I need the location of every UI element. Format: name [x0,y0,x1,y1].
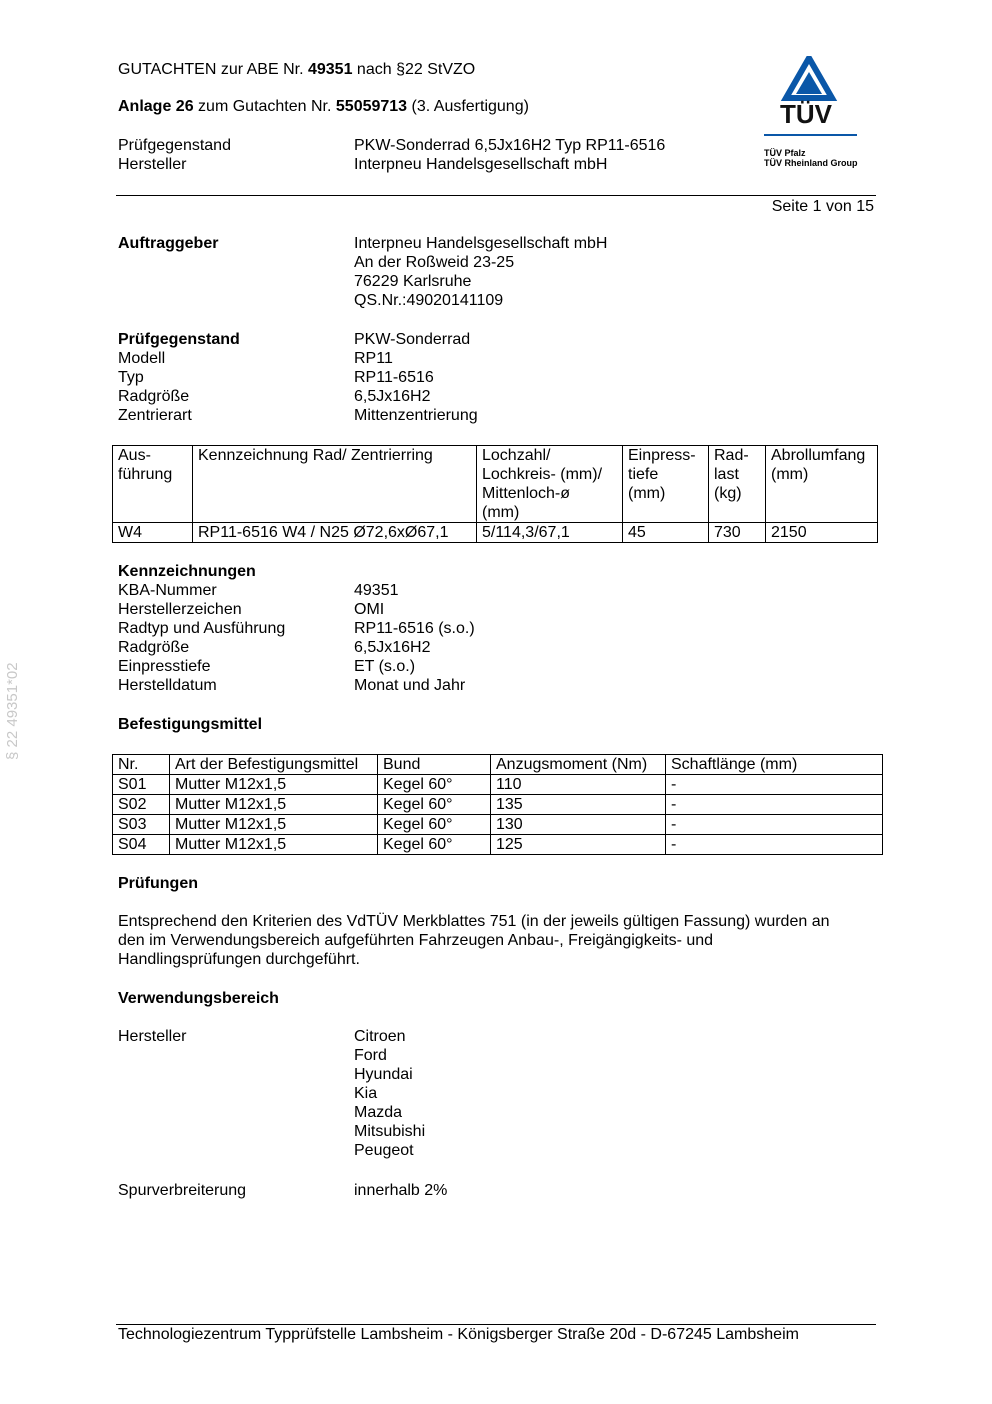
header-divider [116,195,876,196]
pruefgegenstand-values [354,330,478,425]
table-row [113,795,883,815]
kz-label: Radtyp und Ausführung [118,620,286,637]
anlage-label: Anlage 26 [118,98,194,115]
table-cell: 130 [491,815,666,835]
label-zentrierart: Zentrierart [118,407,192,424]
list-item: Hyundai [354,1066,413,1083]
tuev-logo-text: TÜV [780,99,832,129]
auftraggeber-line: QS.Nr.:49020141109 [354,292,504,309]
header-value-pruefgegenstand: PKW-Sonderrad 6,5Jx16H2 Typ RP11-6516 [354,137,666,154]
table-cell: Kegel 60° [378,835,491,855]
table-cell: 730 [709,523,766,543]
list-item: Mitsubishi [354,1123,426,1140]
kz-value: OMI [354,601,385,618]
label-typ: Typ [118,369,144,386]
table-cell: 5/114,3/67,1 [477,523,623,543]
befestigung-table [112,754,883,855]
pruefungen-text [118,912,830,969]
footer-address: Technologiezentrum Typprüfstelle Lambsheim - Königsberger Straße 20d - D-67245 Lambsheim [118,1326,799,1343]
paragraph-line: Handlingsprüfungen durchgeführt. [118,951,360,968]
hersteller-list [354,1027,425,1160]
spurverbreiterung-value: innerhalb 2% [354,1182,448,1199]
tuev-logo-sub1: TÜV Pfalz [764,148,806,158]
table-header-cell: Art der Befestigungsmittel [170,755,378,775]
table-header-cell: Schaftlänge (mm) [666,755,883,775]
kz-value: 6,5Jx16H2 [354,639,431,656]
list-item: Mazda [354,1104,403,1121]
value-typ: RP11-6516 [354,369,434,386]
value-modell: RP11 [354,350,393,367]
table-cell: 125 [491,835,666,855]
kennzeichnungen-values [354,581,475,695]
header-line-1-suffix: nach §22 StVZO [356,61,476,78]
kz-label: Herstellerzeichen [118,601,242,618]
table-row [113,523,878,543]
header-line-2-mid: zum Gutachten Nr. [198,98,332,115]
table-header-cell: Bund [378,755,491,775]
value-radgroesse: 6,5Jx16H2 [354,388,431,405]
table-cell: 135 [491,795,666,815]
table-cell: S02 [113,795,170,815]
label-modell: Modell [118,350,166,367]
kz-value: ET (s.o.) [354,658,416,675]
rad-header-ausfuehrung: Aus- führung [113,446,193,523]
header-line-1 [118,60,475,79]
side-stamp: § 22 49351*02 [4,662,21,760]
table-cell: 45 [623,523,709,543]
table-cell: Kegel 60° [378,795,491,815]
table-cell: S03 [113,815,170,835]
pruefgegenstand-title: Prüfgegenstand [118,331,240,348]
kennzeichnungen-labels [118,581,285,695]
header-value-hersteller: Interpneu Handelsgesellschaft mbH [354,156,608,173]
header-line-1-prefix: GUTACHTEN zur ABE Nr. [118,61,304,78]
spurverbreiterung-label: Spurverbreiterung [118,1182,247,1199]
table-cell: 2150 [766,523,878,543]
rad-header-kennzeichnung: Kennzeichnung Rad/ Zentrierring [193,446,477,523]
kz-label: KBA-Nummer [118,582,217,599]
table-cell: RP11-6516 W4 / N25 Ø72,6xØ67,1 [193,523,477,543]
table-cell: W4 [113,523,193,543]
auftraggeber-line: Interpneu Handelsgesellschaft mbH [354,235,608,252]
table-row [113,835,883,855]
tuev-logo-sub2: TÜV Rheinland Group [764,158,858,168]
table-cell: Mutter M12x1,5 [170,795,378,815]
header-label-pruefgegenstand: Prüfgegenstand [118,137,231,154]
list-item: Kia [354,1085,378,1102]
rad-table [112,445,878,543]
table-cell: Kegel 60° [378,815,491,835]
table-cell: Mutter M12x1,5 [170,835,378,855]
page-number: Seite 1 von 15 [771,198,874,215]
kz-value: 49351 [354,582,399,599]
abe-number: 49351 [307,61,353,78]
verwendung-hersteller-label: Hersteller [118,1028,187,1045]
tuev-logo [762,56,862,176]
header-labels [118,136,231,174]
value-pruefgegenstand: PKW-Sonderrad [354,331,471,348]
paragraph-line: Entsprechend den Kriterien des VdTÜV Merkblattes 751 (in der jeweils gültigen Fassung) wurden an [118,913,830,930]
auftraggeber-line: An der Roßweid 23-25 [354,254,515,271]
tuev-logo-rule [764,134,857,136]
kennzeichnungen-title: Kennzeichnungen [118,563,256,580]
rad-header-radlast: Rad- last (kg) [709,446,766,523]
befestigung-title: Befestigungsmittel [118,716,263,733]
table-cell: S01 [113,775,170,795]
header-label-hersteller: Hersteller [118,156,187,173]
pruefgegenstand-labels [118,330,240,425]
table-cell: - [666,775,883,795]
kz-value: RP11-6516 (s.o.) [354,620,475,637]
auftraggeber-address [354,234,607,310]
rad-header-einpresstiefe: Einpress- tiefe (mm) [623,446,709,523]
befestigung-table-header [113,755,883,775]
rad-header-lochzahl: Lochzahl/ Lochkreis- (mm)/ Mittenloch-ø (mm) [477,446,623,523]
paragraph-line: den im Verwendungsbereich aufgeführten Fahrzeugen Anbau-, Freigängigkeits- und [118,932,714,949]
rad-table-header [113,446,878,523]
table-header-cell: Anzugsmoment (Nm) [491,755,666,775]
table-row [113,815,883,835]
table-row [113,775,883,795]
header-values [354,136,665,174]
table-cell: 110 [491,775,666,795]
rad-header-abrollumfang: Abrollumfang (mm) [766,446,878,523]
auftraggeber-label: Auftraggeber [118,235,219,252]
verwendung-title: Verwendungsbereich [118,990,279,1007]
table-cell: - [666,835,883,855]
table-cell: Mutter M12x1,5 [170,815,378,835]
table-cell: - [666,815,883,835]
table-cell: S04 [113,835,170,855]
table-cell: Mutter M12x1,5 [170,775,378,795]
header-line-2-suffix: (3. Ausfertigung) [411,98,529,115]
table-header-cell: Nr. [113,755,170,775]
value-zentrierart: Mittenzentrierung [354,407,478,424]
pruefungen-title: Prüfungen [118,875,198,892]
auftraggeber-line: 76229 Karlsruhe [354,273,472,290]
table-cell: Kegel 60° [378,775,491,795]
label-radgroesse: Radgröße [118,388,190,405]
list-item: Citroen [354,1028,406,1045]
kz-label: Radgröße [118,639,190,656]
kz-label: Herstelldatum [118,677,217,694]
kz-value: Monat und Jahr [354,677,466,694]
table-cell: - [666,795,883,815]
list-item: Ford [354,1047,387,1064]
header-line-2 [118,97,529,116]
kz-label: Einpresstiefe [118,658,211,675]
list-item: Peugeot [354,1142,414,1159]
gutachten-number: 55059713 [335,98,408,115]
